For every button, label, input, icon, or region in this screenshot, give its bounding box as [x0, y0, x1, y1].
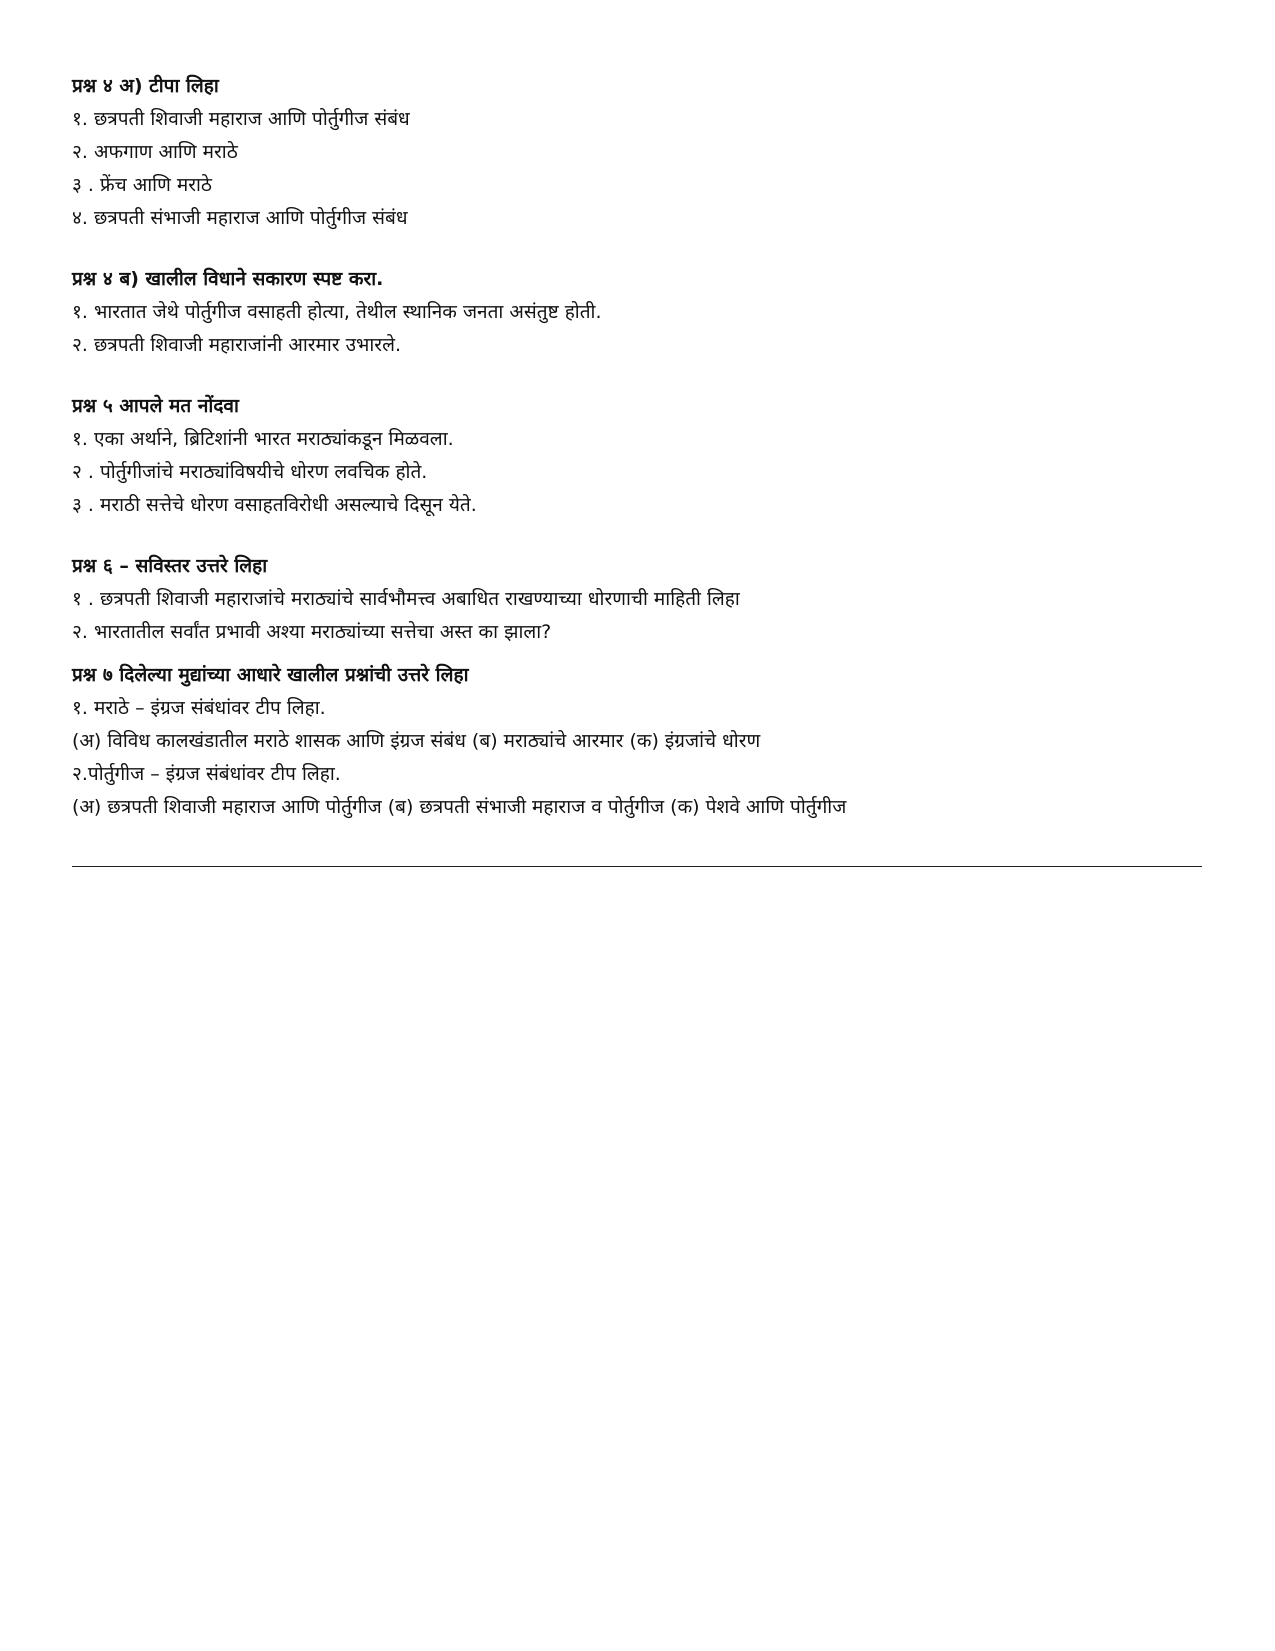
question-item: ३ . फ्रेंच आणि मराठे [72, 174, 212, 196]
question-item: १ . छत्रपती शिवाजी महाराजांचे मराठ्यांचे सार्वभौमत्त्व अबाधित राखण्याच्या धोरणाची माहिती लिहा [72, 588, 740, 610]
bottom-divider [72, 866, 1202, 867]
question-item: २. भारतातील सर्वांत प्रभावी अश्या मराठ्यांच्या सत्तेचा अस्त का झाला? [72, 621, 552, 643]
question-item: ३ . मराठी सत्तेचे धोरण वसाहतविरोधी असल्याचे दिसून येते. [72, 494, 477, 516]
section-heading: प्रश्न ६ – सविस्तर उत्तरे लिहा [72, 555, 268, 577]
section-heading: प्रश्न ४ अ) टीपा लिहा [72, 75, 219, 97]
question-item: २. अफगाण आणि मराठे [72, 141, 238, 163]
section-q4b [72, 263, 1202, 362]
section-q5 [72, 390, 1202, 522]
section-q4a [72, 70, 1202, 235]
question-page [72, 70, 1202, 824]
section-heading: प्रश्न ४ ब) खालील विधाने सकारण स्पष्ट करा. [72, 268, 384, 290]
question-item: २.पोर्तुगीज – इंग्रज संबंधांवर टीप लिहा. [72, 763, 341, 785]
question-item: (अ) विविध कालखंडातील मराठे शासक आणि इंग्रज संबंध (ब) मराठ्यांचे आरमार (क) इंग्रजांचे धोरण [72, 730, 761, 752]
section-q6 [72, 550, 1202, 649]
question-item: २ . पोर्तुगीजांचे मराठ्यांविषयीचे धोरण लवचिक होते. [72, 461, 428, 483]
question-item: १. मराठे – इंग्रज संबंधांवर टीप लिहा. [72, 697, 326, 719]
question-item: ४. छत्रपती संभाजी महाराज आणि पोर्तुगीज संबंध [72, 207, 408, 229]
section-q7 [72, 659, 1202, 824]
section-heading: प्रश्न ७ दिलेल्या मुद्यांच्या आधारे खालील प्रश्नांची उत्तरे लिहा [72, 664, 469, 686]
question-item: २. छत्रपती शिवाजी महाराजांनी आरमार उभारले. [72, 334, 401, 356]
section-heading: प्रश्न ५ आपले मत नोंदवा [72, 395, 239, 417]
question-item: १. एका अर्थाने, ब्रिटिशांनी भारत मराठ्यांकडून मिळवला. [72, 428, 454, 450]
question-item: (अ) छत्रपती शिवाजी महाराज आणि पोर्तुगीज (ब) छत्रपती संभाजी महाराज व पोर्तुगीज (क) पेशवे आणि पोर्तुगीज [72, 796, 847, 818]
question-item: १. भारतात जेथे पोर्तुगीज वसाहती होत्या, तेथील स्थानिक जनता असंतुष्ट होती. [72, 301, 602, 323]
question-item: १. छत्रपती शिवाजी महाराज आणि पोर्तुगीज संबंध [72, 108, 410, 130]
